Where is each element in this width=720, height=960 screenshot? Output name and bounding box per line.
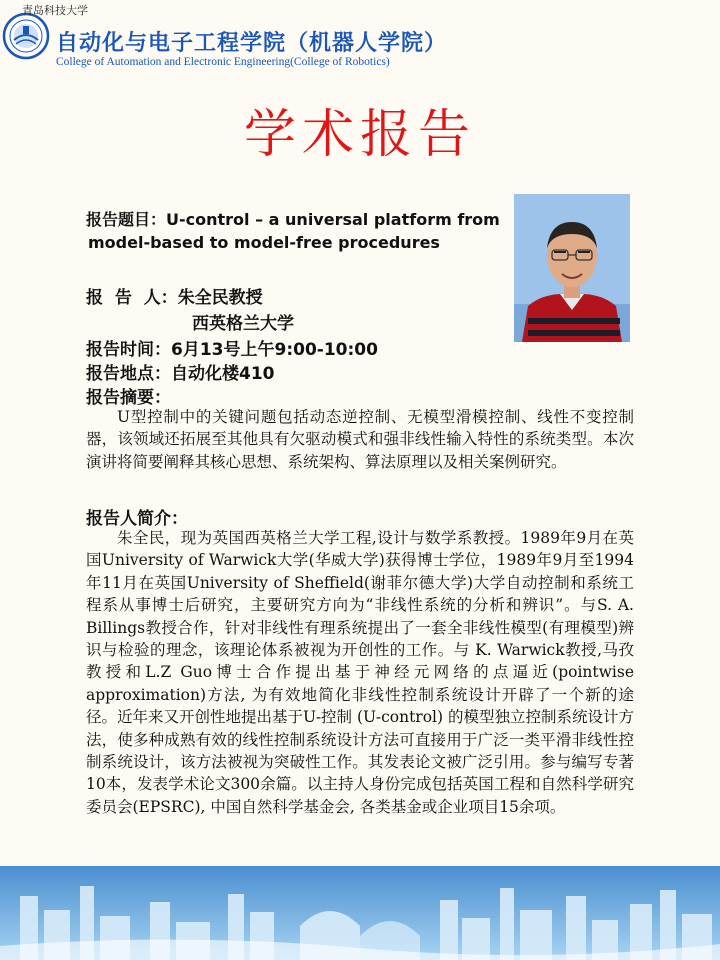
abstract-label: 报告摘要： xyxy=(86,388,171,408)
time-value: 6月13号上午9:00-10:00 xyxy=(171,340,378,360)
topic-line-2: model-based to model-free procedures xyxy=(88,233,440,252)
bio-text: 朱全民，现为英国西英格兰大学工程,设计与数学系教授。1989年9月在英国University of Warwick大学(华威大学)获得博士学位，1989年9月至1994年11月在英国University of Sheffield(谢菲尔德大学)大学自动控制和系统工程系从事博士后研究，主要研究方向为“非线性系统的分析和辨识”。与S. A. Billings教授合作，针对非线性有理系统提出了一套全非线性模型(有理模型)辨识与检验的理念，该理论体系被视为开创性的工作。与 K. Warwick教授,马孜教授和L.Z Guo博士合作提出基于神经元网络的点逼近(pointwise approximation)方法, 为有效地简化非线性控制系统设计开辟了一个新的途径。近年来又开创性地提出基于U-控制 (U-control) 的模型独立控制系统设计方法，使多种成熟有效的线性控制系统设计方法可直接用于广泛一类平滑非线性控制系统设计，该方法被视为突破性工作。其发表论文被广泛引用。参与编写专著10本，发表学术论文300余篇。以主持人身份完成包括英国工程和自然科学研究委员会(EPSRC), 中国自然科学基金会, 各类基金或企业项目15余项。 xyxy=(86,529,634,816)
header xyxy=(0,0,720,80)
talk-topic xyxy=(86,208,500,254)
college-name-cn: 自动化与电子工程学院（机器人学院） xyxy=(56,31,448,56)
speaker-photo xyxy=(514,194,630,342)
university-seal-logo xyxy=(2,12,50,60)
city-skyline-footer xyxy=(0,866,720,960)
bio-label: 报告人简介： xyxy=(86,509,188,529)
abstract-text: U型控制中的关键问题包括动态逆控制、无模型滑模控制、线性不变控制器，该领域还拓展至其他具有欠驱动模式和强非线性输入特性的系统类型。本次演讲将简要阐释其核心思想、系统架构、算法原理以及相关案例研究。 xyxy=(86,408,634,471)
college-name-en: College of Automation and Electronic Engineering(College of Robotics) xyxy=(56,56,390,68)
speaker-name: 朱全民教授 xyxy=(177,288,263,308)
place-label: 报告地点： xyxy=(86,364,171,384)
place-row xyxy=(86,359,275,384)
speaker-row xyxy=(86,283,263,308)
speaker-affiliation: 西英格兰大学 xyxy=(192,314,294,334)
topic-label: 报告题目： xyxy=(86,210,167,229)
university-name: 青岛科技大学 xyxy=(22,4,88,17)
place-value: 自动化楼410 xyxy=(171,364,275,384)
speaker-label: 报 告 人： xyxy=(86,288,178,308)
time-label: 报告时间： xyxy=(86,340,171,360)
topic-line-1: U-control – a universal platform from xyxy=(166,210,500,229)
page-title: 学术报告 xyxy=(243,105,476,165)
time-row xyxy=(86,335,378,360)
